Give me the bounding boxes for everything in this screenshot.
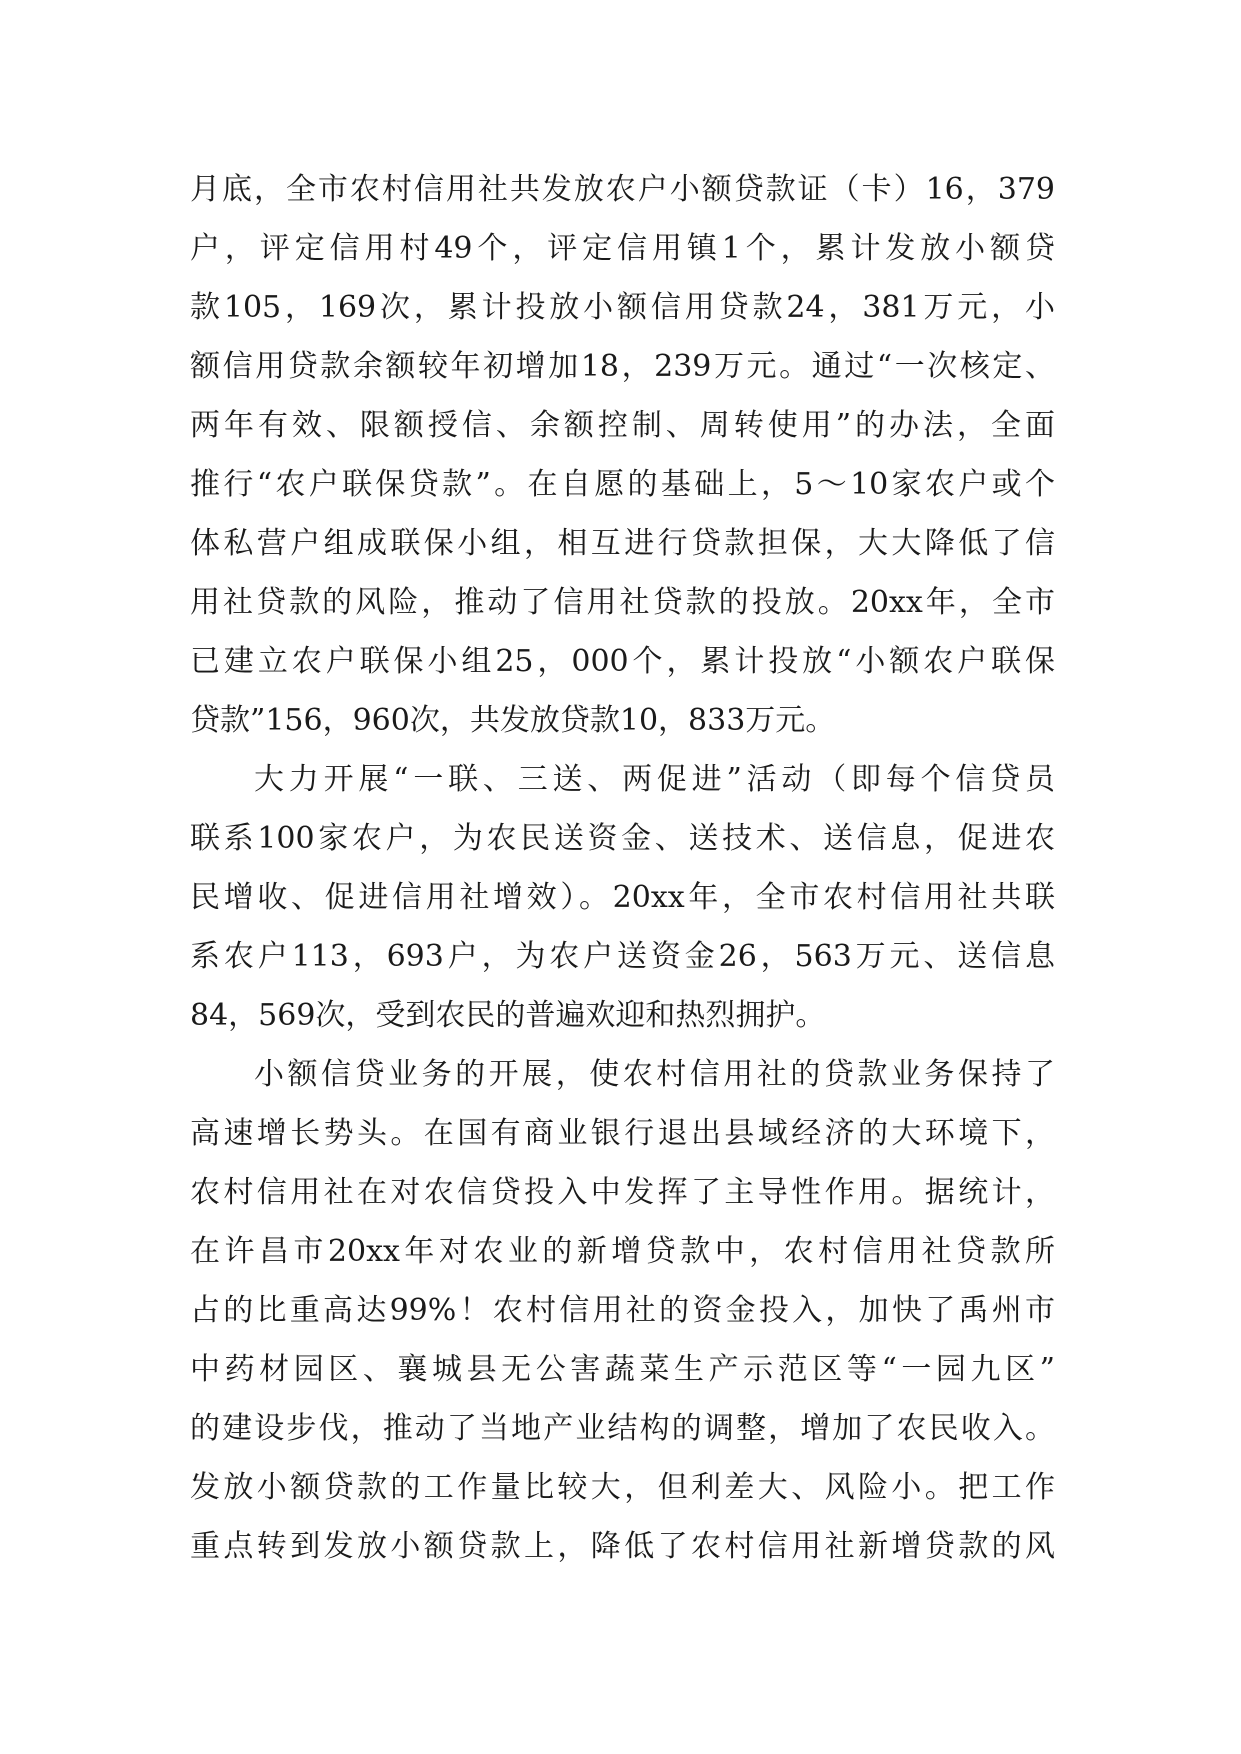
- text-line: 贷款”156，960次，共发放贷款10，833万元。: [190, 703, 836, 738]
- text-line: 户，评定信用村49个，评定信用镇1个，累计发放小额贷: [190, 231, 1055, 266]
- text-line: 民增收、促进信用社增效）。20xx年，全市农村信用社共联: [190, 880, 1055, 915]
- text-line: 小额信贷业务的开展，使农村信用社的贷款业务保持了: [254, 1057, 1055, 1092]
- text-line: 高速增长势头。在国有商业银行退出县域经济的大环境下，: [190, 1116, 1055, 1151]
- text-line: 体私营户组成联保小组，相互进行贷款担保，大大降低了信: [190, 526, 1055, 561]
- text-line: 系农户113，693户，为农户送资金26，563万元、送信息: [190, 939, 1055, 974]
- text-line: 中药材园区、襄城县无公害蔬菜生产示范区等“一园九区”: [190, 1352, 1055, 1387]
- text-line: 占的比重高达99%！农村信用社的资金投入，加快了禹州市: [190, 1293, 1055, 1328]
- text-line: 两年有效、限额授信、余额控制、周转使用”的办法，全面: [190, 408, 1055, 443]
- text-line: 推行“农户联保贷款”。在自愿的基础上，5～10家农户或个: [190, 467, 1055, 502]
- text-line: 重点转到发放小额贷款上，降低了农村信用社新增贷款的风: [190, 1529, 1055, 1564]
- text-line: 月底，全市农村信用社共发放农户小额贷款证（卡）16，379: [190, 172, 1055, 207]
- body-text: [190, 160, 1055, 1576]
- text-line: 已建立农户联保小组25，000个，累计投放“小额农户联保: [190, 644, 1055, 679]
- text-line: 的建设步伐，推动了当地产业结构的调整，增加了农民收入。: [190, 1411, 1055, 1446]
- text-line: 在许昌市20xx年对农业的新增贷款中，农村信用社贷款所: [190, 1234, 1055, 1269]
- text-line: 用社贷款的风险，推动了信用社贷款的投放。20xx年，全市: [190, 585, 1055, 620]
- text-line: 发放小额贷款的工作量比较大，但利差大、风险小。把工作: [190, 1470, 1055, 1505]
- text-line: 联系100家农户，为农民送资金、送技术、送信息，促进农: [190, 821, 1055, 856]
- text-line: 额信用贷款余额较年初增加18，239万元。通过“一次核定、: [190, 349, 1055, 384]
- text-line: 大力开展“一联、三送、两促进”活动（即每个信贷员: [254, 762, 1055, 797]
- text-line: 84，569次，受到农民的普遍欢迎和热烈拥护。: [190, 998, 826, 1033]
- text-line: 款105，169次，累计投放小额信用贷款24，381万元，小: [190, 290, 1055, 325]
- text-line: 农村信用社在对农信贷投入中发挥了主导性作用。据统计，: [190, 1175, 1055, 1210]
